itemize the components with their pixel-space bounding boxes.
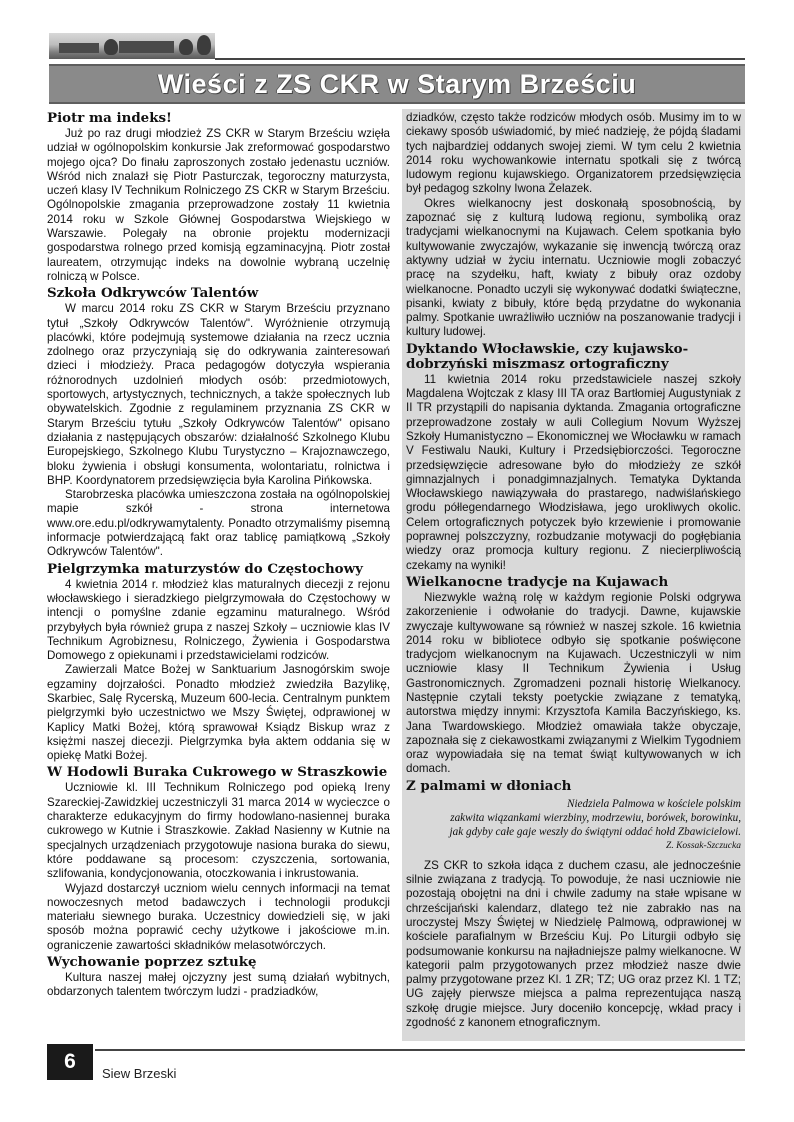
article <box>47 286 390 559</box>
article-paragraph: Już po raz drugi młodzież ZS CKR w Starym Brześciu wzięła udział w ogólnopolskim konkursie Jak zreformować gospodarstwo mojego ojca? Do finału zaproszonych zostało jedenastu uczniów. Wśród nich znalazł się Piotr Pasturczak, tegoroczny maturzysta, uczeń klasy IV Technikum Rolniczego ZS CKR w Starym Brześciu. Ogólnopolskie zmagania przeprowadzone zostały 11 kwietnia 2014 roku w Szkole Głównej Gospodarstwa Wiejskiego w Warszawie. Polegały na obronie projektu modernizacji gospodarstwa rolnego przed komisją egzaminacyjną. Piotr został laureatem, otrzymując indeks na dowolnie wybraną uczelnię rolniczą w Polsce. <box>47 127 390 283</box>
article <box>47 562 390 764</box>
header-photo <box>49 33 215 59</box>
article-paragraph: Okres wielkanocny jest doskonałą sposobnością, by zapoznać się z kulturą ludową regionu, symboliką oraz tradycjami wielkanocnymi na Kujawach. Celem spotkania było kultywowanie zwyczajów, wykazanie się inwencją twórczą oraz aktywny udział w życiu internatu. Uczniowie mogli zobaczyć pracę na szydełku, haft, kwiaty z bibuły oraz ozdoby wielkanocne. Ponadto uczyli się wykonywać dodatki świąteczne, pisanki, kwiaty z bibuły, które będą przydatne do wykonania palmy. Spotkanie uwrażliwiło uczniów na poszanowanie tradycji i kultury ludowej. <box>406 196 741 339</box>
page-number: 6 <box>47 1044 93 1080</box>
article-paragraph: W marcu 2014 roku ZS CKR w Starym Brześciu przyznano tytuł „Szkoły Odkrywców Talentów". Wyróżnienie otrzymują placówki, które podejmują systemowe działania na rzecz ucznia zdolnego oraz przyczyniają się do odkrywania zainteresowań dzieci i młodzieży. Praca pedagogów dotyczyła wspierania różnorodnych uzdolnień młodych osób: przedmiotowych, sportowych, artystycznych, technicznych, a także społecznych lub obywatelskich. Zgodnie z regulaminem przyznania ZS CKR w Starym Brześciu tytułu „Szkoły Odkrywców Talentów" opisano działania z następujących obszarów: działalność Szkolnego Klubu Europejskiego, Szkolnego Klubu Turystyczno – Krajoznawczego, bloku żywienia i obsługi konsumenta, wolontariatu, rolnictwa i BHP. Koordynatorem przedsięwzięcia była Karolina Pińkowska. <box>47 302 390 487</box>
palm-quote <box>406 797 741 853</box>
article-heading: W Hodowli Buraka Cukrowego w Straszkowie <box>47 764 388 781</box>
article <box>47 765 390 953</box>
right-column <box>402 109 745 1041</box>
article-paragraph: Zawierzali Matce Bożej w Sanktuarium Jasnogórskim swoje egzaminy dojrzałości. Ponadto młodzież zwiedziła Bazylikę, Skarbiec, Salę Rycerską, Muzeum 600-lecia. Centralnym punktem pielgrzymki było uczestnictwo we Mszy Świętej, odprawionej w Kaplicy Matki Bożej, którą sprawował Ksiądz Biskup wraz z księżmi naszej diecezji. Pielgrzymka była aktem oddania się w opiekę Matki Bożej. <box>47 663 390 763</box>
article-heading: Wychowanie poprzez sztukę <box>47 954 257 971</box>
article-paragraph: Uczniowie kl. III Technikum Rolniczego pod opieką Ireny Szareckiej-Zawidzkiej uczestniczyli 31 marca 2014 w wycieczce o charakterze edukacyjnym do firmy hodowlano-nasiennej buraka cukrowego w Kutnie i Straszkowie. Zakład Nasienny w Kutnie na specjalnych urządzeniach przygotowuje nasiona buraka do siewu, które poddawane są procesom: czyszczenia, sortowania, szlifowania, kondycjonowania, otoczkowania i inkrustowania. <box>47 781 390 881</box>
article <box>406 575 741 777</box>
article-paragraph: 11 kwietnia 2014 roku przedstawiciele naszej szkoły Magdalena Wojtczak z klasy III TA oraz Bartłomiej Augustyniak z II TR przystąpili do napisania dyktanda. Zmagania ortograficzne przeprowadzone zostały w auli Collegium Novum Wyższej Szkoły Humanistyczno – Ekonomicznej we Włocławku w ramach V Festiwalu Nauki, Kultury i Przedsiębiorczości. Tegoroczne przedsięwzięcie adresowane było do młodzieży ze szkół gimnazjalnych i ponadgimnazjalnych. Tematyka Dyktanda Włocławskiego nawiązywała do prastarego, nadwiślańskiego grodu półlegendarnego Włodzisława, jego urokliwych okolic. Celem ortograficznych potyczek było krzewienie i promowanie poprawnej polszczyzny, rozbudzanie motywacji do pogłębiania wiedzy oraz promocja kultury regionu. Z niecierpliwością czekamy na wyniki! <box>406 372 741 572</box>
publication-name: Siew Brzeski <box>102 1066 177 1081</box>
page-title: Wieści z ZS CKR w Starym Brześciu <box>157 69 637 99</box>
article-paragraph: Starobrzeska placówka umieszczona została na ogólnopolskiej mapie szkół - strona internetowa www.ore.edu.pl/odkrywamytalenty. Ponadto otrzymaliśmy pisemną informacje potwierdzającą fakt oraz tablicę pamiątkową „Szkoły Odkrywców Talentów". <box>47 488 390 559</box>
quote-author: Z. Kossak-Szczucka <box>666 840 741 851</box>
article <box>406 342 741 573</box>
article-heading: Dyktando Włocławskie, czy kujawsko-dobrzyński miszmasz ortograficzny <box>406 340 689 372</box>
article-heading: Pielgrzymka maturzystów do Częstochowy <box>47 560 363 577</box>
article <box>406 111 741 340</box>
article-paragraph: Kultura naszej małej ojczyzny jest sumą działań wybitnych, obdarzonych talentem twórczym ludzi - pradziadków, <box>47 971 390 999</box>
article-paragraph: dziadków, często także rodziców młodych osób. Musimy im to w ciekawy sposób uświadomić, by mieć nadzieję, że pójdą śladami tych najbardziej oddanych swojej ziemi. W tym celu 2 kwietnia 2014 roku wychowankowie internatu spotkali się z twórcą ludowym regionu kujawskiego. Organizatorem przedsięwzięcia był pedagog szkolny Iwona Żelazek. <box>406 111 741 196</box>
footer-rule <box>95 1049 745 1051</box>
left-column <box>47 109 390 1000</box>
article <box>47 111 390 284</box>
quote-line: jak gdyby całe gaje weszły do świątyni oddać hołd Zbawicielowi. <box>449 825 741 838</box>
article-paragraph: 4 kwietnia 2014 r. młodzież klas maturalnych diecezji z rejonu włocławskiego i sieradzkiego pielgrzymowała do Częstochowy w intencji o pomyślne zdanie egzaminu maturalnego. Wśród przybyłych była również grupa z naszej Szkoły – uczniowie klas IV Technikum Agrobiznesu, Rolniczego, Żywienia i Gospodarstwa Domowego z opiekunami i przedstawicielami rodziców. <box>47 577 390 663</box>
article-heading: Z palmami w dłoniach <box>406 777 572 794</box>
quote-line: zakwita wiązankami wierzbiny, modrzewiu, borówek, borowinku, <box>450 811 741 824</box>
article-paragraph: Wyjazd dostarczył uczniom wielu cennych informacji na temat nowoczesnych metod badawczych i technologii produkcji materiału siewnego buraka. Uczestnicy dowiedzieli się, w jaki sposób można poprawić cechy użytkowe i jakościowe m.in. ograniczenie zawartości składników melasotwórczych. <box>47 881 390 952</box>
article-heading: Piotr ma indeks! <box>47 110 172 126</box>
article-heading: Wielkanocne tradycje na Kujawach <box>406 573 669 590</box>
article-paragraph: ZS CKR to szkoła idąca z duchem czasu, ale jednocześnie silnie związana z tradycją. To powoduje, że nasi uczniowie nie pozostają obojętni na dni i chwile zadumy na stałe wpisane w chrześcijański kalendarz, dlatego też nie zabrakło nas na uroczystej Mszy Świętej w Niedzielę Palmową, odprawionej w kościele parafialnym w Brześciu Kuj. Po Liturgii odbyło się podsumowanie konkursu na najładniejsze palmy wielkanocne. W kategorii palm przygotowanych przez młodzież nasze dwie palmy przygotowane przez Kl. 1 ZR; TZ; UG oraz przez Kl. 1 TZ; UG zajęły pierwsze miejsca a palma reprezentująca naszą szkołę drugie miejsce. Jury doceniło koncepcję, wkład pracy i zgodność z kanonem etnograficznym. <box>406 858 741 1030</box>
section-banner <box>49 64 745 104</box>
header-rule <box>215 58 745 60</box>
article <box>406 779 741 794</box>
quote-line: Niedziela Palmowa w kościele polskim <box>566 797 741 810</box>
article <box>47 955 390 1000</box>
article-heading: Szkoła Odkrywców Talentów <box>47 285 259 302</box>
article-paragraph: Niezwykle ważną rolę w każdym regionie Polski odgrywa zakorzenienie i odwołanie do tradycji. Dawne, kujawskie zwyczaje kultywowane są również w naszej szkole. 16 kwietnia 2014 roku w bibliotece odbyło się spotkanie poświęcone tradycjom wielkanocnym na Kujawach. Uczestniczyli w nim uczniowie klasy II Technikum Żywienia i Usług Gastronomicznych. Zgromadzeni poznali historię Wielkanocy. Następnie czytali teksty poetyckie związane z tematyką, autorstwa między innymi: Krzysztofa Kamila Baczyńskiego, ks. Jana Twardowskiego. Młodzież omawiała także obyczaje, zapoznała się z ciekawostkami związanymi z Wielkim Tygodniem oraz wypowiadała się na temat świąt kultywowanych w ich domach. <box>406 590 741 776</box>
